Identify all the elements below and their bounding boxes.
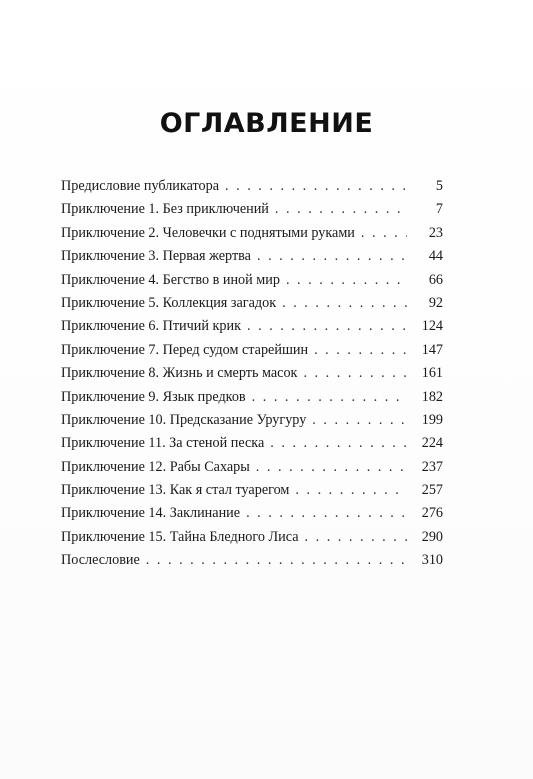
toc-entry-title: Приключение 14. Заклинание [61, 505, 241, 522]
toc-dot-leader [270, 435, 407, 452]
toc-dot-leader [361, 225, 407, 242]
toc-dot-leader [225, 178, 407, 195]
toc-entry-title: Приключение 3. Первая жертва [61, 248, 251, 265]
toc-entry [61, 248, 443, 271]
toc-entry-title: Приключение 5. Коллекция загадок [61, 294, 277, 311]
toc-entry-page: 124 [421, 318, 443, 335]
toc-entry-title: Приключение 11. За стеной песка [61, 435, 265, 452]
toc-entry-page: 182 [421, 388, 443, 405]
toc-entry [61, 201, 443, 224]
toc-entry-page: 224 [421, 435, 443, 452]
toc-entry-title: Предисловие публикатора [61, 178, 220, 194]
toc-entry-page: 276 [421, 505, 443, 522]
toc-entry-title: Приключение 1. Без приключений [61, 201, 269, 218]
toc-entry-title: Приключение 4. Бегство в иной мир [61, 271, 280, 288]
toc-entry [61, 389, 443, 412]
toc-entry-title: Послесловие [61, 552, 140, 569]
toc-entry-title: Приключение 10. Предсказание Уругуру [61, 411, 307, 428]
toc-entry [61, 342, 443, 365]
toc-entry [61, 318, 443, 341]
toc-dot-leader [312, 412, 407, 429]
toc-dot-leader [303, 365, 407, 382]
toc-dot-leader [256, 459, 407, 476]
toc-entry-title: Приключение 6. Птичий крик [61, 318, 241, 335]
toc-entry [61, 295, 443, 318]
toc-dot-leader [275, 201, 407, 218]
toc-entry-page: 23 [428, 224, 443, 241]
toc-entry-page: 7 [435, 201, 443, 218]
toc-dot-leader [252, 389, 407, 406]
toc-entry-page: 290 [421, 528, 443, 545]
toc-dot-leader [295, 482, 407, 499]
toc-dot-leader [305, 529, 408, 546]
toc-entry-title: Приключение 7. Перед судом старейшин [61, 341, 309, 358]
toc-entry-title: Приключение 2. Человечки с поднятыми руками [61, 224, 355, 241]
toc-entry [61, 505, 443, 528]
toc-entry-page: 147 [421, 341, 443, 358]
toc-entry [61, 529, 443, 552]
toc-entry [61, 412, 443, 435]
page-title: ОГЛАВЛЕНИЕ [159, 108, 374, 139]
toc-entry [61, 435, 443, 458]
toc-entry [61, 459, 443, 482]
toc-entry-title: Приключение 12. Рабы Сахары [61, 458, 250, 475]
toc-entry [61, 365, 443, 388]
toc-dot-leader [146, 552, 407, 569]
toc-entry-title: Приключение 15. Тайна Бледного Лиса [61, 528, 299, 545]
toc-dot-leader [246, 505, 407, 522]
toc-entry-page: 257 [421, 482, 443, 499]
toc-entry [61, 272, 443, 295]
toc-entry-page: 44 [428, 248, 443, 265]
toc-entry [61, 482, 443, 505]
toc-entry-page: 199 [421, 411, 443, 428]
toc-entry-page: 66 [428, 271, 443, 288]
toc-entry-page: 310 [421, 552, 443, 569]
toc-entry-page: 161 [421, 365, 443, 382]
toc-entry-page: 92 [428, 294, 443, 311]
toc-dot-leader [282, 295, 407, 312]
toc-entry [61, 225, 443, 248]
table-of-contents [61, 178, 443, 576]
toc-entry [61, 552, 443, 575]
toc-entry-title: Приключение 9. Язык предков [61, 388, 246, 405]
toc-dot-leader [257, 248, 407, 265]
toc-entry-title: Приключение 13. Как я стал туарегом [61, 482, 290, 499]
toc-dot-leader [286, 272, 407, 289]
toc-dot-leader [314, 342, 407, 359]
toc-dot-leader [247, 318, 407, 335]
toc-entry-title: Приключение 8. Жизнь и смерть масок [61, 365, 298, 382]
toc-entry-page: 237 [421, 458, 443, 475]
toc-entry-page: 5 [435, 178, 443, 194]
toc-entry [61, 178, 443, 201]
